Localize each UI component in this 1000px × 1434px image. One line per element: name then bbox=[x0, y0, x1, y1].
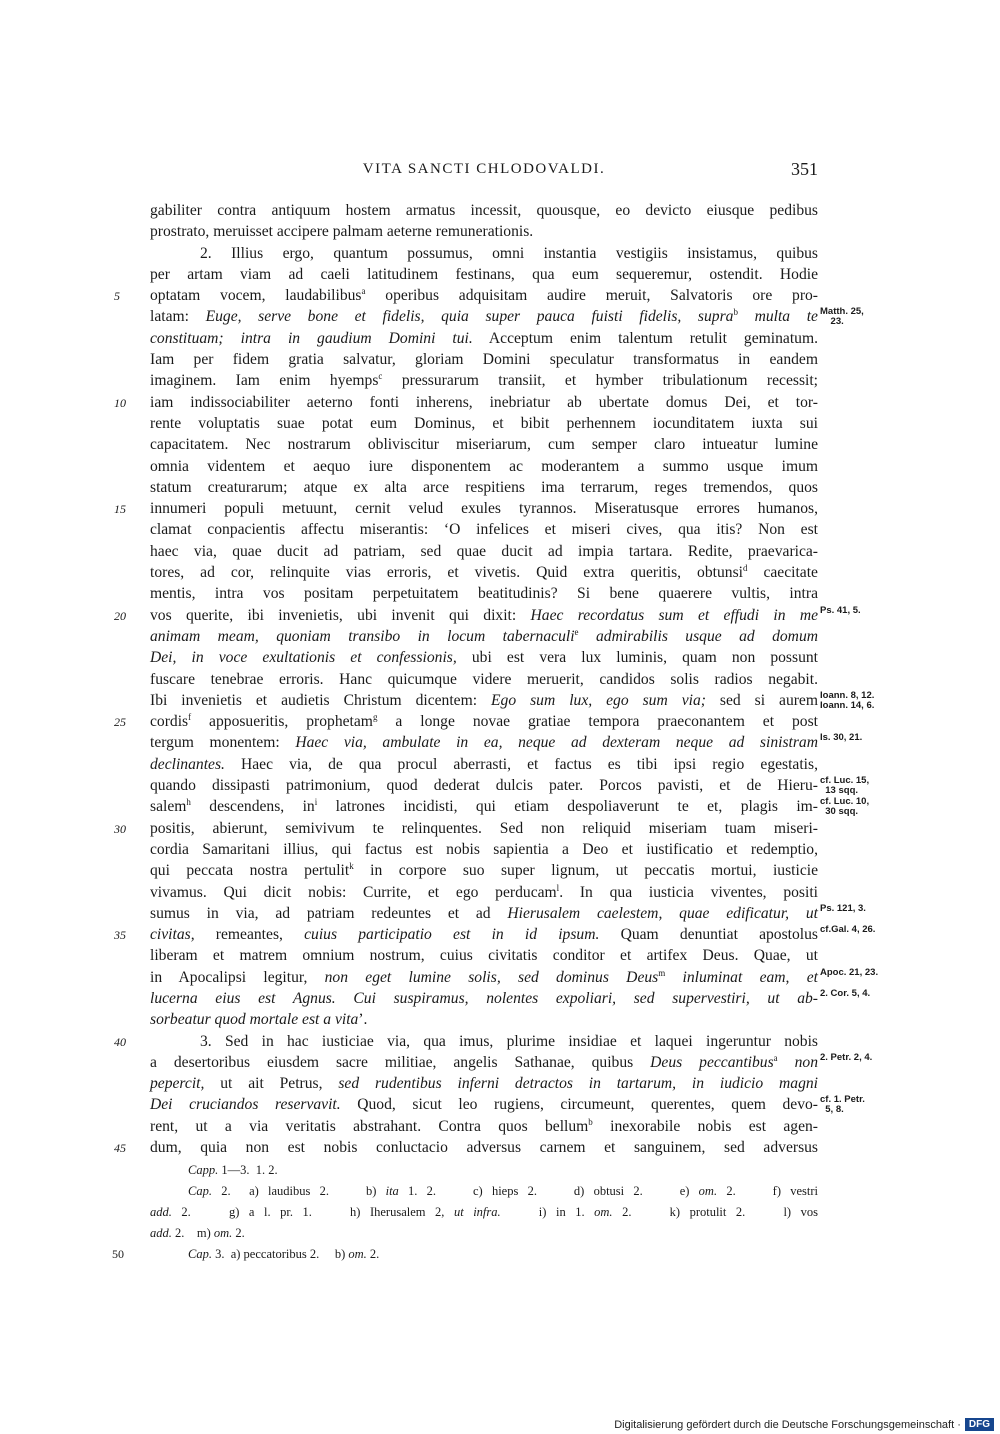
text-line bbox=[114, 392, 818, 413]
text-line bbox=[150, 689, 875, 711]
note-line bbox=[150, 1202, 818, 1223]
text-line bbox=[150, 306, 864, 328]
text-line bbox=[150, 200, 818, 221]
line-text: tergum monentem: Haec via, ambulate in ea, neque ad dexteram neque ad sinistram bbox=[150, 734, 818, 752]
text-line bbox=[150, 966, 879, 988]
text-line bbox=[150, 370, 818, 391]
text-line bbox=[114, 818, 818, 839]
text-line bbox=[150, 669, 818, 690]
line-number: 5 bbox=[114, 289, 120, 304]
text-line bbox=[114, 604, 861, 626]
line-text: lucerna eius est Agnus. Cui suspiramus, nolentes expoliari, sed supervestiri, ut ab- bbox=[150, 989, 818, 1007]
note-text: add. 2. m) om. 2. bbox=[150, 1226, 245, 1240]
text-line bbox=[150, 839, 818, 860]
margin-reference: Matth. 25, 23. bbox=[820, 306, 864, 328]
margin-reference: 2. Cor. 5, 4. bbox=[820, 987, 871, 999]
text-line bbox=[150, 349, 818, 370]
note-line bbox=[150, 1181, 818, 1202]
line-text: quando dissipasti patrimonium, quod dederat dulcis pater. Porcos pavisti, et de Hieru- bbox=[150, 777, 818, 795]
text-line bbox=[150, 945, 818, 966]
running-title: VITA SANCTI CHLODOVALDI. bbox=[362, 161, 606, 177]
note-line bbox=[150, 1223, 818, 1244]
text-line bbox=[150, 456, 818, 477]
line-text: Iam per fidem gratia salvatur, gloriam Domini speculatur transformatus in eandem bbox=[150, 351, 818, 369]
line-text: qui peccata nostra pertulit$^k$ in corpore suo super lignum, ut peccatis mortui, iusticie bbox=[150, 861, 818, 880]
text-line bbox=[150, 541, 818, 562]
text-line bbox=[150, 221, 818, 242]
margin-reference: cf. 1. Petr. 5, 8. bbox=[820, 1094, 865, 1116]
note-text: Cap. 2. a) laudibus 2. b) ita 1. 2. c) hieps 2. d) obtusi 2. e) om. 2. f) vestri bbox=[188, 1184, 818, 1198]
text-line bbox=[114, 285, 819, 306]
line-text: positis, abierunt, semivivum te relinquentes. Sed non reliquid miseriam tuam miseri- bbox=[150, 819, 818, 837]
text-line bbox=[150, 1073, 818, 1094]
line-text: pepercit, ut ait Petrus, sed rudentibus inferni detractos in tartarum, in iudicio magni bbox=[150, 1075, 818, 1093]
line-number: 15 bbox=[114, 502, 126, 517]
text-line bbox=[150, 243, 818, 264]
margin-reference: cf.Gal. 4, 26. bbox=[820, 924, 876, 936]
line-number: 10 bbox=[114, 395, 126, 410]
text-line bbox=[150, 626, 818, 647]
line-text: 2. Illius ergo, quantum possumus, omni instantia vestigiis insistamus, quibus bbox=[200, 244, 818, 262]
margin-reference: 2. Petr. 2, 4. bbox=[820, 1051, 873, 1063]
line-number: 20 bbox=[114, 608, 126, 623]
line-text: civitas, remeantes, cuius participatio est in id ipsum. Quam denuntiat apostolus bbox=[150, 926, 819, 944]
digitization-credit bbox=[614, 1418, 994, 1431]
line-text: Dei cruciandos reservavit. Quod, sicut leo rugiens, circumeunt, querentes, quem devo- bbox=[150, 1096, 818, 1114]
text-line bbox=[114, 498, 818, 519]
line-text: cordia Samaritani illius, qui factus est nobis sapientia a Deo et iustificatio et redemptio, bbox=[150, 840, 818, 858]
running-header bbox=[150, 161, 818, 189]
dfg-logo: DFG bbox=[965, 1418, 994, 1431]
line-text: dum, quia non est nobis conluctacio adversus carnem et sanguinem, sed adversus bbox=[150, 1139, 818, 1157]
line-text: latam: Euge, serve bone et fidelis, quia super pauca fuisti fidelis, supra$^b$ multa te bbox=[150, 307, 818, 326]
text-line bbox=[114, 1031, 818, 1052]
text-line bbox=[114, 711, 818, 732]
line-number: 25 bbox=[114, 715, 126, 730]
margin-reference: Is. 30, 21. bbox=[820, 732, 863, 744]
text-line bbox=[150, 1051, 873, 1073]
line-text: cordis$^f$ apposueritis, prophetam$^g$ a longe novae gratiae tempora praeconantem et post bbox=[150, 712, 818, 731]
margin-reference: Ps. 41, 5. bbox=[820, 604, 861, 616]
note-line bbox=[150, 1160, 818, 1181]
margin-reference: cf. Luc. 10, 30 sqq. bbox=[820, 796, 870, 818]
text-line bbox=[150, 328, 818, 349]
text-line bbox=[150, 754, 818, 775]
line-number: 45 bbox=[114, 1141, 126, 1156]
note-text: add. 2. g) a l. pr. 1. h) Iherusalem 2, ut infra. i) in 1. om. 2. k) protulit 2. l) vos bbox=[150, 1205, 818, 1219]
line-text: in Apocalipsi legitur, non eget lumine solis, sed dominus Deus$^m$ inluminat eam, et bbox=[150, 967, 818, 986]
line-text: rent, ut a via veritatis abstrahant. Contra quos bellum$^b$ inexorabile nobis est agen- bbox=[150, 1116, 818, 1135]
text-line bbox=[150, 413, 818, 434]
line-text: rente voluptatis suae potat eum Dominus, et bibit perhennem iocunditatem iuxta sui bbox=[150, 414, 818, 432]
margin-reference: cf. Luc. 15, 13 sqq. bbox=[820, 775, 870, 797]
text-line bbox=[150, 434, 818, 455]
text-line bbox=[150, 1094, 865, 1116]
text-line bbox=[150, 732, 863, 753]
line-text: 3. Sed in hac iusticiae via, qua imus, plurime insidiae et laquei ingeruntur nobis bbox=[200, 1032, 818, 1050]
line-text: declinantes. Haec via, de qua procul aberrasti, et factus es tibi ipsi regio egestatis, bbox=[150, 755, 818, 773]
line-number: 30 bbox=[114, 821, 126, 836]
main-text bbox=[114, 200, 879, 1158]
text-line bbox=[150, 477, 818, 498]
text-line bbox=[150, 519, 818, 540]
line-text: Dei, in voce exultationis et confessionis, ubi est vera lux luminis, quam non possunt bbox=[150, 649, 818, 667]
line-text: prostrato, meruisset accipere palmam aeterne remunerationis. bbox=[150, 223, 534, 241]
line-text: vos querite, ibi invenietis, ubi invenit qui dixit: Haec recordatus sum et effudi in me bbox=[150, 606, 818, 624]
line-text: fuscare tenebrae erroris. Hanc quicumque videre meruerit, candidos solis radios negabit. bbox=[150, 670, 818, 688]
text-line bbox=[150, 987, 871, 1009]
note-line bbox=[112, 1244, 818, 1265]
text-line bbox=[150, 902, 866, 924]
margin-reference: Apoc. 21, 23. bbox=[820, 966, 879, 978]
note-text: Cap. 3. a) peccatoribus 2. b) om. 2. bbox=[188, 1247, 380, 1261]
text-line bbox=[150, 1009, 818, 1030]
margin-reference: Ps. 121, 3. bbox=[820, 902, 866, 914]
line-text: mentis, intra vos positam perpetuitatem beatitudinis? Si bene quaerere vultis, intra bbox=[150, 585, 818, 603]
text-line bbox=[150, 264, 818, 285]
line-text: Ibi invenietis et audietis Christum dicentem: Ego sum lux, ego sum via; sed si aurem bbox=[150, 691, 818, 709]
line-number: 50 bbox=[112, 1247, 124, 1261]
line-text: a desertoribus eiusdem sacre militiae, angelis Sathanae, quibus Deus peccantibus$^a$ non bbox=[150, 1052, 818, 1071]
credit-text: Digitalisierung gefördert durch die Deutsche Forschungsgemeinschaft · bbox=[614, 1418, 961, 1431]
margin-reference: Ioann. 8, 12. Ioann. 14, 6. bbox=[820, 689, 875, 711]
text-line bbox=[114, 1137, 818, 1158]
line-text: per artam viam ad caeli latitudinem festinans, qua eum sequeremur, ostendit. Hodie bbox=[150, 265, 818, 283]
text-line bbox=[150, 882, 818, 903]
line-number: 35 bbox=[114, 928, 126, 943]
line-text: constituam; intra in gaudium Domini tui. Acceptum enim talentum retulit geminatum. bbox=[150, 329, 818, 347]
text-line bbox=[150, 775, 870, 797]
line-number: 40 bbox=[114, 1034, 126, 1049]
note-text: Capp. 1—3. 1. 2. bbox=[188, 1163, 278, 1177]
critical-apparatus bbox=[112, 1160, 818, 1265]
line-text: iam indissociabiliter aeterno fonti inherens, inebriatur ab ubertate domus Dei, et tor- bbox=[150, 393, 818, 411]
line-text: haec via, quae ducit ad patriam, sed quae ducit ad impia tartara. Redite, praevarica- bbox=[150, 542, 818, 560]
text-line bbox=[114, 924, 876, 945]
text-line bbox=[150, 562, 818, 583]
page-number: 351 bbox=[791, 159, 818, 179]
text-line bbox=[150, 796, 870, 818]
line-text: innumeri populi metuunt, cernit velud exules tyrannos. Miseratusque errores humanos, bbox=[150, 500, 818, 518]
line-text: imaginem. Iam enim hyemps$^c$ pressurarum transiit, et hymber tribulationum recessit; bbox=[150, 371, 819, 390]
text-line bbox=[150, 583, 818, 604]
line-text: vivamus. Qui dicit nobis: Currite, et ego perducam$^l$. In qua iusticia viventes, positi bbox=[150, 882, 818, 901]
line-text: clamat conpacientis affectu miserantis: ‘O infelices et miseri cives, qua itis? Non est bbox=[150, 521, 818, 539]
line-text: optatam vocem, laudabilibus$^a$ operibus adquisitam audire meruit, Salvatoris ore pro- bbox=[150, 286, 819, 305]
text-line bbox=[150, 860, 818, 881]
line-text: sorbeatur quod mortale est a vita’. bbox=[150, 1011, 368, 1029]
line-text: gabiliter contra antiquum hostem armatus incessit, quousque, eo devicto eiusque pedibus bbox=[150, 202, 818, 219]
line-text: omnia videntem et aequo iure disponentem ac moderantem a summo usque imum bbox=[150, 457, 818, 475]
text-line bbox=[150, 647, 818, 668]
line-text: statum creaturarum; atque ex alta arce respitiens ima terrarum, reges tremendos, quos bbox=[150, 478, 818, 496]
line-text: capacitatem. Nec nostrarum obliviscitur miseriarum, cum semper claro intueatur lumine bbox=[150, 436, 818, 454]
line-text: salem$^h$ descendens, $in^i$ latrones incidisti, qui etiam despoliaverunt te et, plagis im- bbox=[150, 797, 818, 816]
line-text: liberam et matrem omnium nostrum, cuius civitatis conditor et artifex Deus. Quae, ut bbox=[150, 947, 818, 965]
line-text: sumus in via, ad patriam redeuntes et ad Hierusalem caelestem, quae edificatur, ut bbox=[150, 904, 818, 922]
line-text: animam meam, quoniam transibo in locum tabernaculi$^e$ admirabilis usque ad domum bbox=[150, 626, 818, 645]
line-text: tores, ad cor, relinquite vias erroris, et vivetis. Quid extra queritis, obtunsi$^d$ caecitate bbox=[150, 563, 818, 582]
text-line bbox=[150, 1116, 818, 1137]
